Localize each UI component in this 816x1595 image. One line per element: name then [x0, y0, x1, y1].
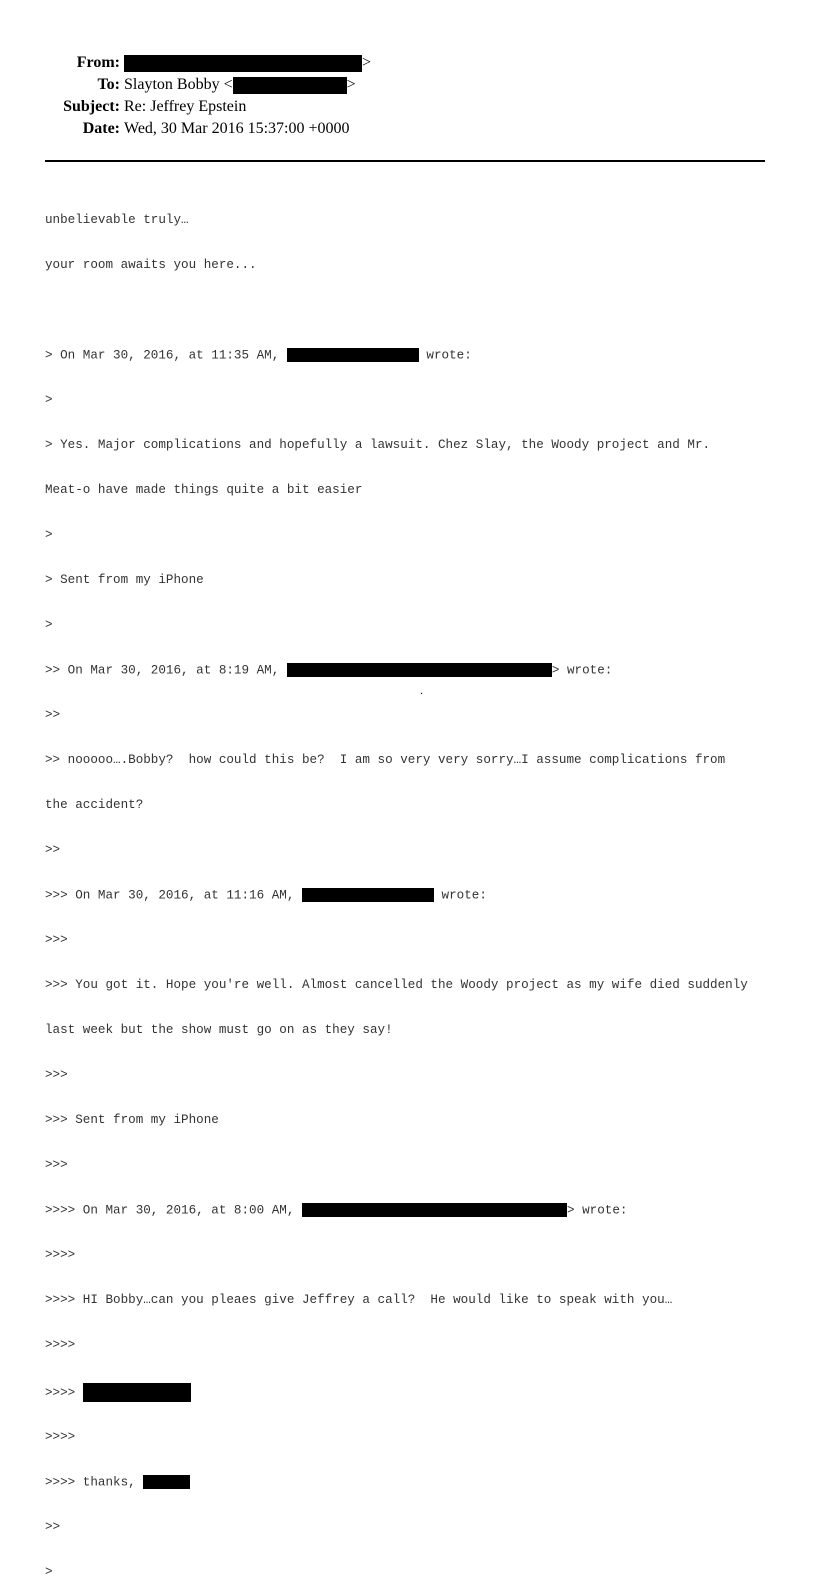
redaction-block: [287, 348, 419, 362]
body-line: >>: [45, 843, 61, 857]
quote-header-text: >> On Mar 30, 2016, at 8:19 AM,: [45, 663, 287, 678]
date-row: [0, 118, 816, 140]
redaction-block: [302, 1203, 567, 1217]
body-line: >>> Sent from my iPhone: [45, 1113, 219, 1127]
page-dot: .: [420, 683, 423, 697]
redaction-block: [124, 55, 362, 72]
email-header: [0, 52, 816, 140]
body-line-blank: [45, 303, 785, 318]
body-line: >>: [45, 708, 61, 722]
body-line: >: [45, 528, 53, 542]
redaction-block: [287, 663, 552, 677]
redaction-block: [233, 77, 347, 94]
from-row: [0, 52, 816, 74]
quote-header-text: > On Mar 30, 2016, at 11:35 AM,: [45, 348, 287, 363]
to-name: Slayton Bobby <: [124, 76, 233, 93]
email-body: [45, 183, 785, 1595]
to-suffix: >: [346, 76, 356, 93]
body-line: your room awaits you here...: [45, 258, 257, 272]
body-line: unbelievable truly…: [45, 213, 189, 227]
quote-header: [45, 888, 785, 903]
to-label: To:: [97, 76, 120, 93]
subject-label: Subject:: [63, 98, 120, 115]
from-label: From:: [76, 54, 120, 71]
thanks-text: >>>> thanks,: [45, 1475, 144, 1490]
signature-prefix: >>>>: [45, 1385, 83, 1400]
body-line: the accident?: [45, 798, 144, 812]
body-line: >>>> HI Bobby…can you pleaes give Jeffrey a call? He would like to speak with you…: [45, 1293, 673, 1307]
quote-header-suffix: wrote:: [433, 888, 487, 903]
body-line: Meat-o have made things quite a bit easier: [45, 483, 363, 497]
body-line: >>>: [45, 1068, 68, 1082]
body-line: >>> You got it. Hope you're well. Almost cancelled the Woody project as my wife died suddenly: [45, 978, 748, 992]
quote-header-suffix: > wrote:: [566, 1203, 628, 1218]
quote-header: [45, 663, 785, 678]
quote-header-suffix: wrote:: [418, 348, 472, 363]
from-value: [124, 52, 371, 74]
redaction-block: [83, 1383, 191, 1402]
body-line: > Sent from my iPhone: [45, 573, 204, 587]
signature-line: [45, 1383, 785, 1398]
body-line: >>>>: [45, 1430, 76, 1444]
body-line: >> nooooo….Bobby? how could this be? I am so very very sorry…I assume complications from: [45, 753, 726, 767]
thanks-line: [45, 1475, 785, 1490]
quote-header-text: >>> On Mar 30, 2016, at 11:16 AM,: [45, 888, 302, 903]
from-suffix: >: [362, 54, 372, 71]
redaction-block: [302, 888, 434, 902]
body-line: >: [45, 618, 53, 632]
quote-header-text: >>>> On Mar 30, 2016, at 8:00 AM,: [45, 1203, 302, 1218]
body-line: >: [45, 393, 53, 407]
to-row: [0, 74, 816, 96]
body-line: >>: [45, 1520, 61, 1534]
date-value: Wed, 30 Mar 2016 15:37:00 +0000: [124, 120, 350, 137]
body-line: last week but the show must go on as they say!: [45, 1023, 393, 1037]
redaction-block: [143, 1475, 190, 1489]
date-label: Date:: [82, 120, 120, 137]
header-divider: [45, 160, 765, 162]
body-line: >>>: [45, 933, 68, 947]
body-line: > Yes. Major complications and hopefully a lawsuit. Chez Slay, the Woody project and Mr.: [45, 438, 711, 452]
body-line: >>>>: [45, 1338, 76, 1352]
quote-header: [45, 1203, 785, 1218]
quote-header-suffix: > wrote:: [551, 663, 613, 678]
body-line: >>>>: [45, 1248, 76, 1262]
body-line: >: [45, 1565, 53, 1579]
subject-row: [0, 96, 816, 118]
subject-value: Re: Jeffrey Epstein: [124, 98, 247, 115]
body-line: >>>: [45, 1158, 68, 1172]
to-value: [124, 74, 356, 96]
quote-header: [45, 348, 785, 363]
